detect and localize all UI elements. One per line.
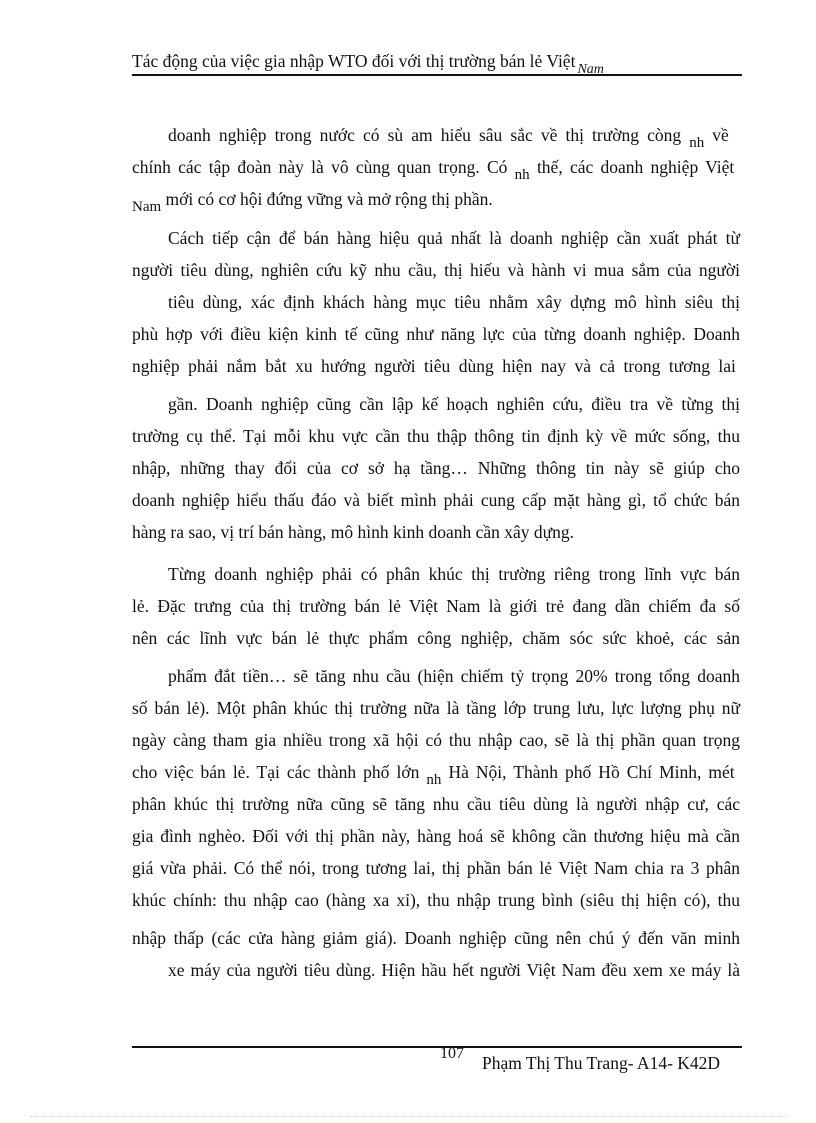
text-line bbox=[132, 697, 740, 719]
text-line bbox=[132, 489, 740, 511]
header-title: Tác động của việc gia nhập WTO đối với thị trường bán lẻ Việt bbox=[132, 51, 576, 71]
subscript-fragment: nh bbox=[426, 772, 442, 788]
text-fragment: doanh nghiệp hiểu thấu đáo và biết mình phải cung cấp mặt hàng gì, tổ chức bán bbox=[132, 490, 740, 510]
text-line bbox=[132, 857, 740, 879]
text-line bbox=[132, 259, 740, 281]
text-fragment: tiêu dùng, xác định khách hàng mục tiêu nhằm xây dựng mô hình siêu thị bbox=[168, 292, 740, 312]
subscript-fragment: Nam bbox=[132, 199, 162, 215]
text-fragment: doanh nghiệp trong nước có sù am hiểu sâu sắc về thị trường còng bbox=[168, 125, 690, 145]
text-line bbox=[168, 291, 740, 313]
text-line bbox=[132, 793, 740, 815]
text-line bbox=[168, 227, 740, 249]
text-line bbox=[168, 665, 740, 687]
text-line bbox=[132, 761, 735, 788]
text-line bbox=[132, 825, 740, 847]
text-fragment: Hà Nội, Thành phố Hồ Chí Minh, mét bbox=[441, 762, 735, 782]
text-fragment: người tiêu dùng, nghiên cứu kỹ nhu cầu, thị hiếu và hành vi mua sắm của người bbox=[132, 260, 740, 280]
text-fragment: nhập thấp (các cửa hàng giảm giá). Doanh nghiệp cũng nên chú ý đến văn minh bbox=[132, 928, 740, 948]
footer-rule bbox=[132, 1046, 742, 1048]
subscript-fragment: nh bbox=[514, 167, 530, 183]
text-line bbox=[132, 425, 740, 447]
page-number: 107 bbox=[440, 1045, 464, 1062]
text-line bbox=[132, 457, 740, 479]
text-fragment: ngày càng tham gia nhiều trong xã hội có thu nhập cao, sẽ là thị phần quan trọng bbox=[132, 730, 740, 750]
text-fragment: phù hợp với điều kiện kinh tế cũng như năng lực của từng doanh nghiệp. Doanh bbox=[132, 324, 740, 344]
text-fragment: cho việc bán lẻ. Tại các thành phố lớn bbox=[132, 762, 427, 782]
text-line bbox=[132, 521, 574, 543]
text-line bbox=[132, 188, 493, 215]
text-fragment: số bán lẻ). Một phân khúc thị trường nữa là tầng lớp trung lưu, lực lượng phụ nữ bbox=[132, 698, 740, 718]
header-title-script: Nam bbox=[577, 62, 604, 77]
text-fragment: Từng doanh nghiệp phải có phân khúc thị trường riêng trong lĩnh vực bán bbox=[168, 564, 740, 584]
text-fragment: khúc chính: thu nhập cao (hàng xa xỉ), thu nhập trung bình (siêu thị hiện có), thu bbox=[132, 890, 740, 910]
text-fragment: phẩm đắt tiền… sẽ tăng nhu cầu (hiện chiếm tỷ trọng 20% trong tổng doanh bbox=[168, 666, 740, 686]
footer-author: Phạm Thị Thu Trang- A14- K42D bbox=[482, 1053, 721, 1073]
text-fragment: thế, các doanh nghiệp Việt bbox=[529, 157, 735, 177]
header-rule bbox=[132, 74, 742, 76]
text-line bbox=[132, 927, 740, 949]
text-fragment: trường cụ thể. Tại mỗi khu vực cần thu thập thông tin định kỳ về mức sống, thu bbox=[132, 426, 740, 446]
text-line bbox=[132, 889, 740, 911]
text-line bbox=[132, 156, 735, 183]
text-fragment: nghiệp phải nắm bắt xu hướng người tiêu dùng hiện nay và cả trong tương lai bbox=[132, 356, 736, 376]
text-line bbox=[132, 729, 740, 751]
text-fragment: nhập, những thay đổi của cơ sở hạ tầng… Những thông tin này sẽ giúp cho bbox=[132, 458, 740, 478]
text-fragment: hàng ra sao, vị trí bán hàng, mô hình kinh doanh cần xây dựng. bbox=[132, 522, 575, 542]
text-line bbox=[168, 393, 740, 415]
text-fragment: giá vừa phải. Có thể nói, trong tương lai, thị phần bán lẻ Việt Nam chia ra 3 phân bbox=[132, 858, 740, 878]
text-fragment: gia đình nghèo. Đối với thị phần này, hàng hoá sẽ không cần thương hiệu mà cần bbox=[132, 826, 740, 846]
text-fragment: mới có cơ hội đứng vững và mở rộng thị phần. bbox=[161, 189, 493, 209]
text-fragment: Cách tiếp cận để bán hàng hiệu quả nhất là doanh nghiệp cần xuất phát từ bbox=[168, 228, 740, 248]
text-line bbox=[132, 627, 740, 649]
text-line bbox=[132, 355, 736, 377]
text-fragment: chính các tập đoàn này là vô cùng quan trọng. Có bbox=[132, 157, 515, 177]
text-fragment: xe máy của người tiêu dùng. Hiện hầu hết người Việt Nam đều xem xe máy là bbox=[168, 960, 740, 980]
text-line bbox=[168, 124, 729, 151]
text-line bbox=[132, 323, 740, 345]
page-edge-dotted-line bbox=[30, 1116, 786, 1117]
text-fragment: về bbox=[704, 125, 729, 145]
text-fragment: nên các lĩnh vực bán lẻ thực phẩm công nghiệp, chăm sóc sức khoẻ, các sản bbox=[132, 628, 740, 648]
text-line bbox=[168, 563, 740, 585]
text-fragment: phân khúc thị trường nữa cũng sẽ tăng nhu cầu tiêu dùng là người nhập cư, các bbox=[132, 794, 740, 814]
text-fragment: lẻ. Đặc trưng của thị trường bán lẻ Việt Nam là giới trẻ đang dần chiếm đa số bbox=[132, 596, 740, 616]
text-fragment: gần. Doanh nghiệp cũng cần lập kế hoạch nghiên cứu, điều tra về từng thị bbox=[168, 394, 740, 414]
running-header bbox=[132, 50, 742, 75]
text-line bbox=[168, 959, 740, 981]
text-line bbox=[132, 595, 740, 617]
subscript-fragment: nh bbox=[689, 135, 705, 151]
